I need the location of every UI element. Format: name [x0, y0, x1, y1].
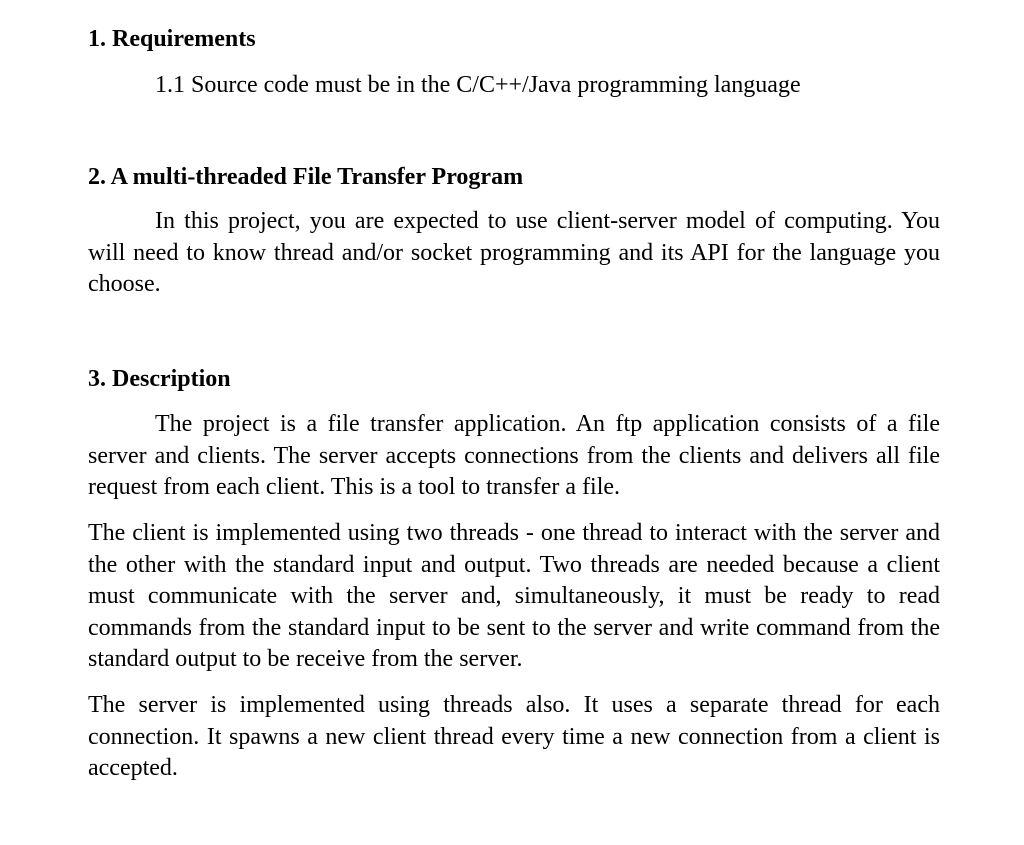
- section-heading-description: 3. Description: [88, 366, 231, 392]
- paragraph-project-overview: The project is a file transfer application. An ftp application consists of a file server and clients. The server accepts connections from the clients and delivers all file request from each client. This is a tool to transfer a file.: [88, 411, 940, 500]
- paragraph-client-server-model: In this project, you are expected to use client-server model of computing. You will need to know thread and/or socket programming and its API for the language you choose.: [88, 208, 940, 297]
- requirement-item-1-1: 1.1 Source code must be in the C/C++/Java programming language: [155, 72, 801, 98]
- paragraph-client-threads: The client is implemented using two threads - one thread to interact with the server and the other with the standard input and output. Two threads are needed because a client must communicate with the server and, simultaneously, it must be ready to read commands from the standard input to be sent to the server and write command from the standard output to be receive from the server.: [88, 520, 940, 672]
- paragraph-server-threads: The server is implemented using threads also. It uses a separate thread for each connection. It spawns a new client thread every time a new connection from a client is accepted.: [88, 692, 940, 781]
- section-heading-requirements: 1. Requirements: [88, 26, 256, 52]
- section-heading-file-transfer-program: 2. A multi-threaded File Transfer Program: [88, 164, 524, 190]
